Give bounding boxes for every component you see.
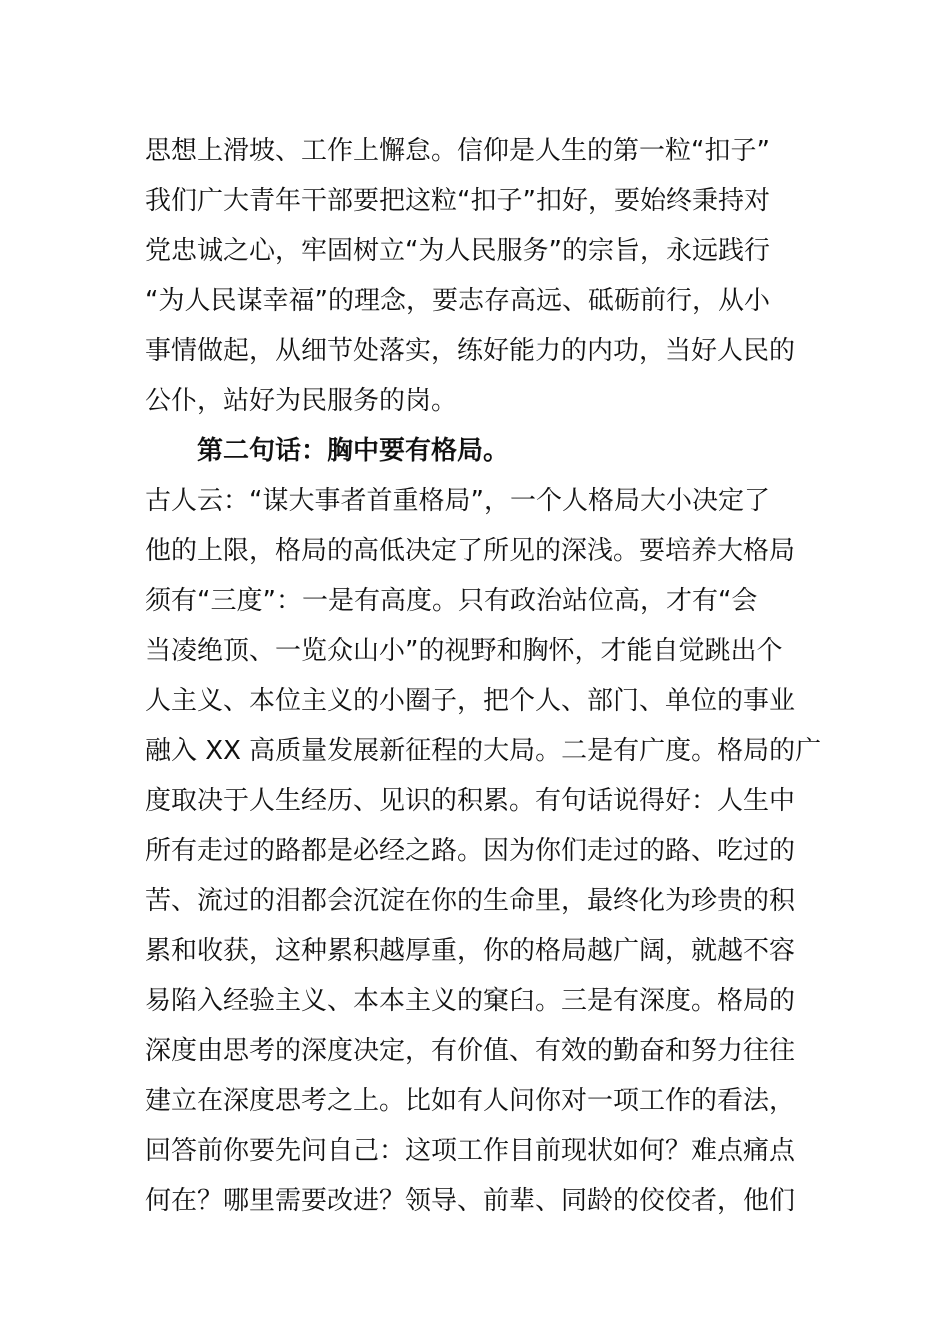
text-line: 事情做起，从细节处落实，练好能力的内功，当好人民的 bbox=[145, 336, 796, 366]
text-line: 深度由思考的深度决定，有价值、有效的勤奋和努力往往 bbox=[145, 1036, 796, 1066]
document-body bbox=[145, 126, 822, 1226]
text-line: 公仆，站好为民服务的岗。 bbox=[145, 386, 458, 416]
text-line: 古人云：“谋大事者首重格局”，一个人格局大小决定了 bbox=[145, 486, 770, 516]
text-line: 党忠诚之心，牢固树立“为人民服务”的宗旨，永远践行 bbox=[145, 236, 770, 266]
text-line: 我们广大青年干部要把这粒“扣子”扣好，要始终秉持对 bbox=[145, 186, 770, 216]
text-line: 建立在深度思考之上。比如有人问你对一项工作的看法， bbox=[145, 1086, 796, 1116]
text-line: 他的上限，格局的高低决定了所见的深浅。要培养大格局 bbox=[145, 536, 796, 566]
text-line: 度取决于人生经历、见识的积累。有句话说得好：人生中 bbox=[145, 786, 796, 816]
text-line: 累和收获，这种累积越厚重，你的格局越广阔，就越不容 bbox=[145, 936, 796, 966]
text-line: 所有走过的路都是必经之路。因为你们走过的路、吃过的 bbox=[145, 836, 796, 866]
text-line: 何在？哪里需要改进？领导、前辈、同龄的佼佼者，他们 bbox=[145, 1186, 796, 1216]
text-line: 易陷入经验主义、本本主义的窠臼。三是有深度。格局的 bbox=[145, 986, 796, 1016]
paragraph-1 bbox=[145, 126, 810, 426]
text-line: 须有“三度”：一是有高度。只有政治站位高，才有“会 bbox=[145, 586, 758, 616]
text-line: 思想上滑坡、工作上懈怠。信仰是人生的第一粒“扣子” bbox=[145, 136, 770, 166]
text-line: 人主义、本位主义的小圈子，把个人、部门、单位的事业 bbox=[145, 686, 796, 716]
text-line: “为人民谋幸福”的理念，要志存高远、砥砺前行，从小 bbox=[145, 286, 770, 316]
paragraph-2 bbox=[145, 476, 822, 1226]
text-line: 融入 XX 高质量发展新征程的大局。二是有广度。格局的广 bbox=[145, 736, 822, 766]
text-line: 苦、流过的泪都会沉淀在你的生命里，最终化为珍贵的积 bbox=[145, 886, 796, 916]
text-line: 当凌绝顶、一览众山小”的视野和胸怀，才能自觉跳出个 bbox=[145, 636, 783, 666]
section-heading: 第二句话：胸中要有格局。 bbox=[197, 436, 510, 466]
text-line: 回答前你要先问自己：这项工作目前现状如何？难点痛点 bbox=[145, 1136, 796, 1166]
